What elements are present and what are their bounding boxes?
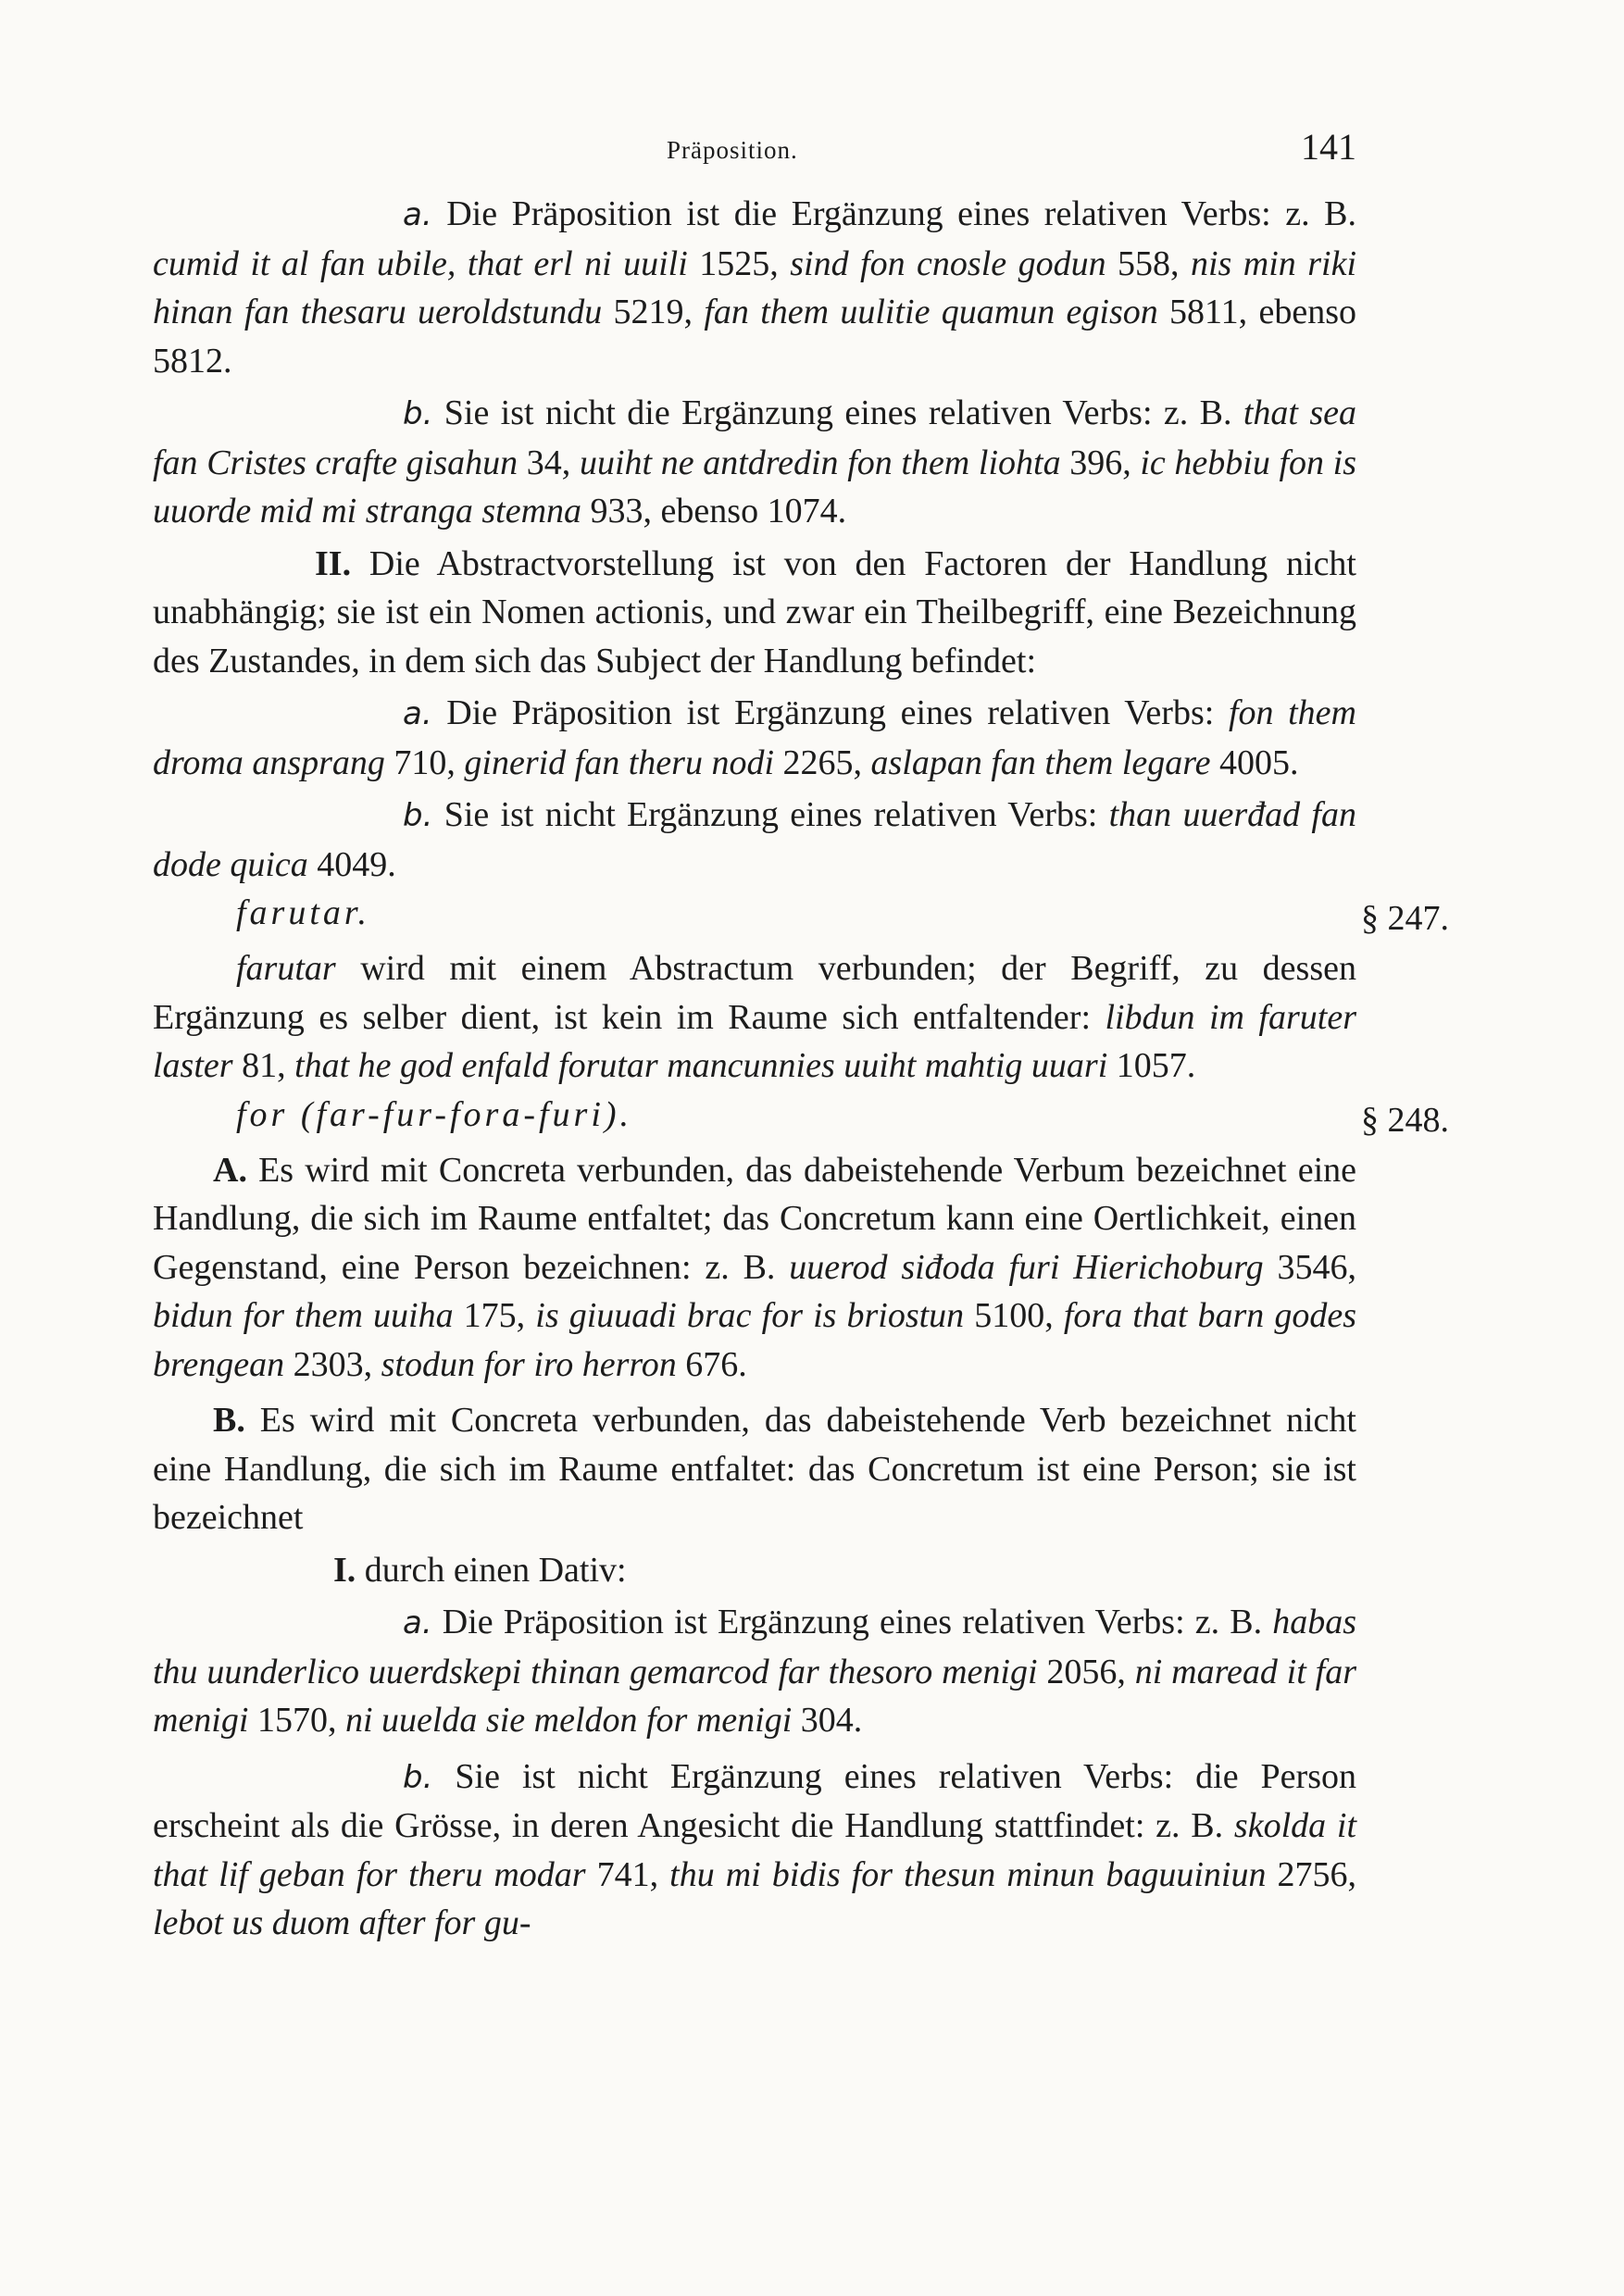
body-text: 2265, <box>774 742 871 782</box>
body-text: Es wird mit Concreta verbunden, das dabeistehende Verb bezeichnet nicht eine Handlung, die sich im Raume entfaltet: das Concretum ist eine Person; sie ist bezeichnet <box>153 1401 1356 1537</box>
citation-text: skolda it that lif geban for theru modar <box>153 1806 1357 1894</box>
section-head-word: for (far-fur-fora-furi). <box>236 1094 633 1134</box>
citation-text: that he god enfald forutar mancunnies uuiht mahtig uuari <box>294 1046 1108 1085</box>
body-text: 396, <box>1060 443 1141 482</box>
page-header <box>153 125 1356 190</box>
citation-text: uuiht ne antdredin fon them liohta <box>579 443 1061 482</box>
body-text: Es wird mit Concreta verbunden, das dabeistehende Verbum bezeichnet eine Handlung, die sich im Raume entfaltet; das Concretum kann eine Oertlichkeit, einen Gegenstand, eine Person bezeichnen: z. B. <box>153 1150 1356 1287</box>
paragraph <box>153 1598 1356 1745</box>
body-text: 1570, <box>248 1701 345 1740</box>
citation-text: libdun im faruter laster <box>153 997 1356 1085</box>
citation-text: fan them uulitie quamun egison <box>704 293 1158 331</box>
citation-text: that sea fan Cristes crafte gisahun <box>153 393 1356 482</box>
paragraph-marker: b. <box>403 395 433 432</box>
paragraph <box>153 1396 1356 1542</box>
body-text: 933, ebenso 1074. <box>581 492 847 530</box>
body-text: 4005. <box>1210 742 1299 782</box>
section-number: § 248. <box>1361 1100 1449 1140</box>
paragraph-marker: B. <box>213 1401 245 1440</box>
citation-text: fora that barn godes brengean <box>153 1296 1357 1384</box>
body-text: 2303, <box>284 1344 381 1384</box>
section-head <box>153 889 1449 944</box>
citation-text: ni maread it far menigi <box>153 1652 1356 1740</box>
section-head-word: farutar. <box>236 893 370 932</box>
citation-text: lebot us duom after for gu- <box>153 1903 531 1942</box>
body-text: 676. <box>676 1344 747 1384</box>
citation-text: aslapan fan them legare <box>870 742 1211 782</box>
body-text: 2056, <box>1037 1652 1135 1691</box>
body-text: 34, <box>518 443 580 482</box>
page-number: 141 <box>1301 126 1356 168</box>
citation-text: stodun for iro herron <box>381 1344 677 1384</box>
body-text: 3546, <box>1263 1247 1357 1287</box>
body-text: Die Präposition ist Ergänzung eines relativen Verbs: <box>431 693 1229 732</box>
citation-text: nis min riki hinan fan thesaru ueroldstundu <box>153 243 1357 331</box>
citation-text: ic hebbiu fon is uuorde mid mi stranga stemna <box>153 443 1357 530</box>
body-text: 81, <box>232 1046 295 1085</box>
body-text: 1525, <box>687 243 791 283</box>
citation-text: cumid it al fan ubile, that erl ni uuili <box>153 243 688 283</box>
body-text: 5811, ebenso 5812. <box>153 293 1356 381</box>
section-head <box>153 1091 1449 1146</box>
paragraph-marker: I. <box>333 1550 356 1590</box>
citation-text: bidun for them uuiha <box>153 1296 454 1335</box>
paragraph <box>153 1753 1356 1948</box>
body-text: 2756, <box>1266 1854 1356 1894</box>
paragraph-marker: b. <box>403 797 433 834</box>
paragraph-marker: A. <box>213 1150 247 1190</box>
paragraph <box>153 1546 1356 1595</box>
paragraph-marker: b. <box>403 1758 433 1796</box>
body-text: Sie ist nicht Ergänzung eines relativen Verbs: die Person erscheint als die Grösse, in deren Angesicht die Handlung stattfindet: z. B. <box>153 1756 1356 1845</box>
paragraph <box>153 540 1356 686</box>
citation-text: ni uuelda sie meldon for menigi <box>344 1701 793 1740</box>
body-text: 558, <box>1106 243 1191 283</box>
body-text: 5100, <box>964 1296 1064 1335</box>
paragraph <box>153 190 1356 385</box>
body-text: 4049. <box>307 844 396 884</box>
paragraph <box>153 1146 1356 1390</box>
paragraph <box>153 389 1356 536</box>
paragraph-marker: a. <box>403 1604 432 1641</box>
body-text: 1057. <box>1107 1046 1196 1085</box>
body-text: 175, <box>453 1296 536 1335</box>
body-text: Sie ist nicht Ergänzung eines relativen Verbs: <box>432 795 1109 834</box>
body-text: wird mit einem Abstractum verbunden; der Begriff, zu dessen Ergänzung es selber dient, ist kein im Raume sich entfaltender: <box>153 949 1356 1037</box>
citation-text: fon them droma ansprang <box>153 693 1356 782</box>
paragraph <box>153 791 1356 889</box>
body-text: Die Präposition ist die Ergänzung eines relativen Verbs: z. B. <box>431 194 1356 233</box>
body-text: 741, <box>585 1854 670 1894</box>
citation-text: than uuerđad fan dode quica <box>153 795 1356 884</box>
running-title: Präposition. <box>667 136 798 164</box>
body-text: Sie ist nicht die Ergänzung eines relativen Verbs: z. B. <box>432 393 1243 432</box>
citation-text: sind fon cnosle godun <box>790 243 1106 283</box>
citation-text: farutar <box>236 949 336 988</box>
citation-text: ginerid fan theru nodi <box>464 742 775 782</box>
citation-text: habas thu uunderlico uuerdskepi thinan gemarcod far thesoro menigi <box>153 1603 1356 1691</box>
body-text: Die Abstractvorstellung ist von den Factoren der Handlung nicht unabhängig; sie ist ein Nomen actionis, und zwar ein Theilbegriff, eine Bezeichnung des Zustandes, in dem sich das Subject der Handlung befindet: <box>153 543 1356 680</box>
body-text: durch einen Dativ: <box>356 1550 627 1590</box>
book-page <box>153 125 1449 1948</box>
paragraph-marker: a. <box>403 196 432 233</box>
citation-text: uuerod siđoda furi Hierichoburg <box>789 1247 1264 1287</box>
body-text: 5219, <box>602 293 705 331</box>
citation-text: thu mi bidis for thesun minun baguuiniun <box>669 1854 1267 1894</box>
citation-text: is giuuadi brac for is briostun <box>535 1296 965 1335</box>
paragraph-marker: II. <box>315 543 352 583</box>
paragraph <box>153 689 1356 787</box>
section-number: § 247. <box>1361 899 1449 938</box>
body-text: 304. <box>792 1701 863 1740</box>
body-text: 710, <box>384 742 465 782</box>
paragraph <box>153 944 1356 1091</box>
body-text: Die Präposition ist Ergänzung eines relativen Verbs: z. B. <box>431 1603 1273 1641</box>
paragraph-marker: a. <box>403 695 432 732</box>
